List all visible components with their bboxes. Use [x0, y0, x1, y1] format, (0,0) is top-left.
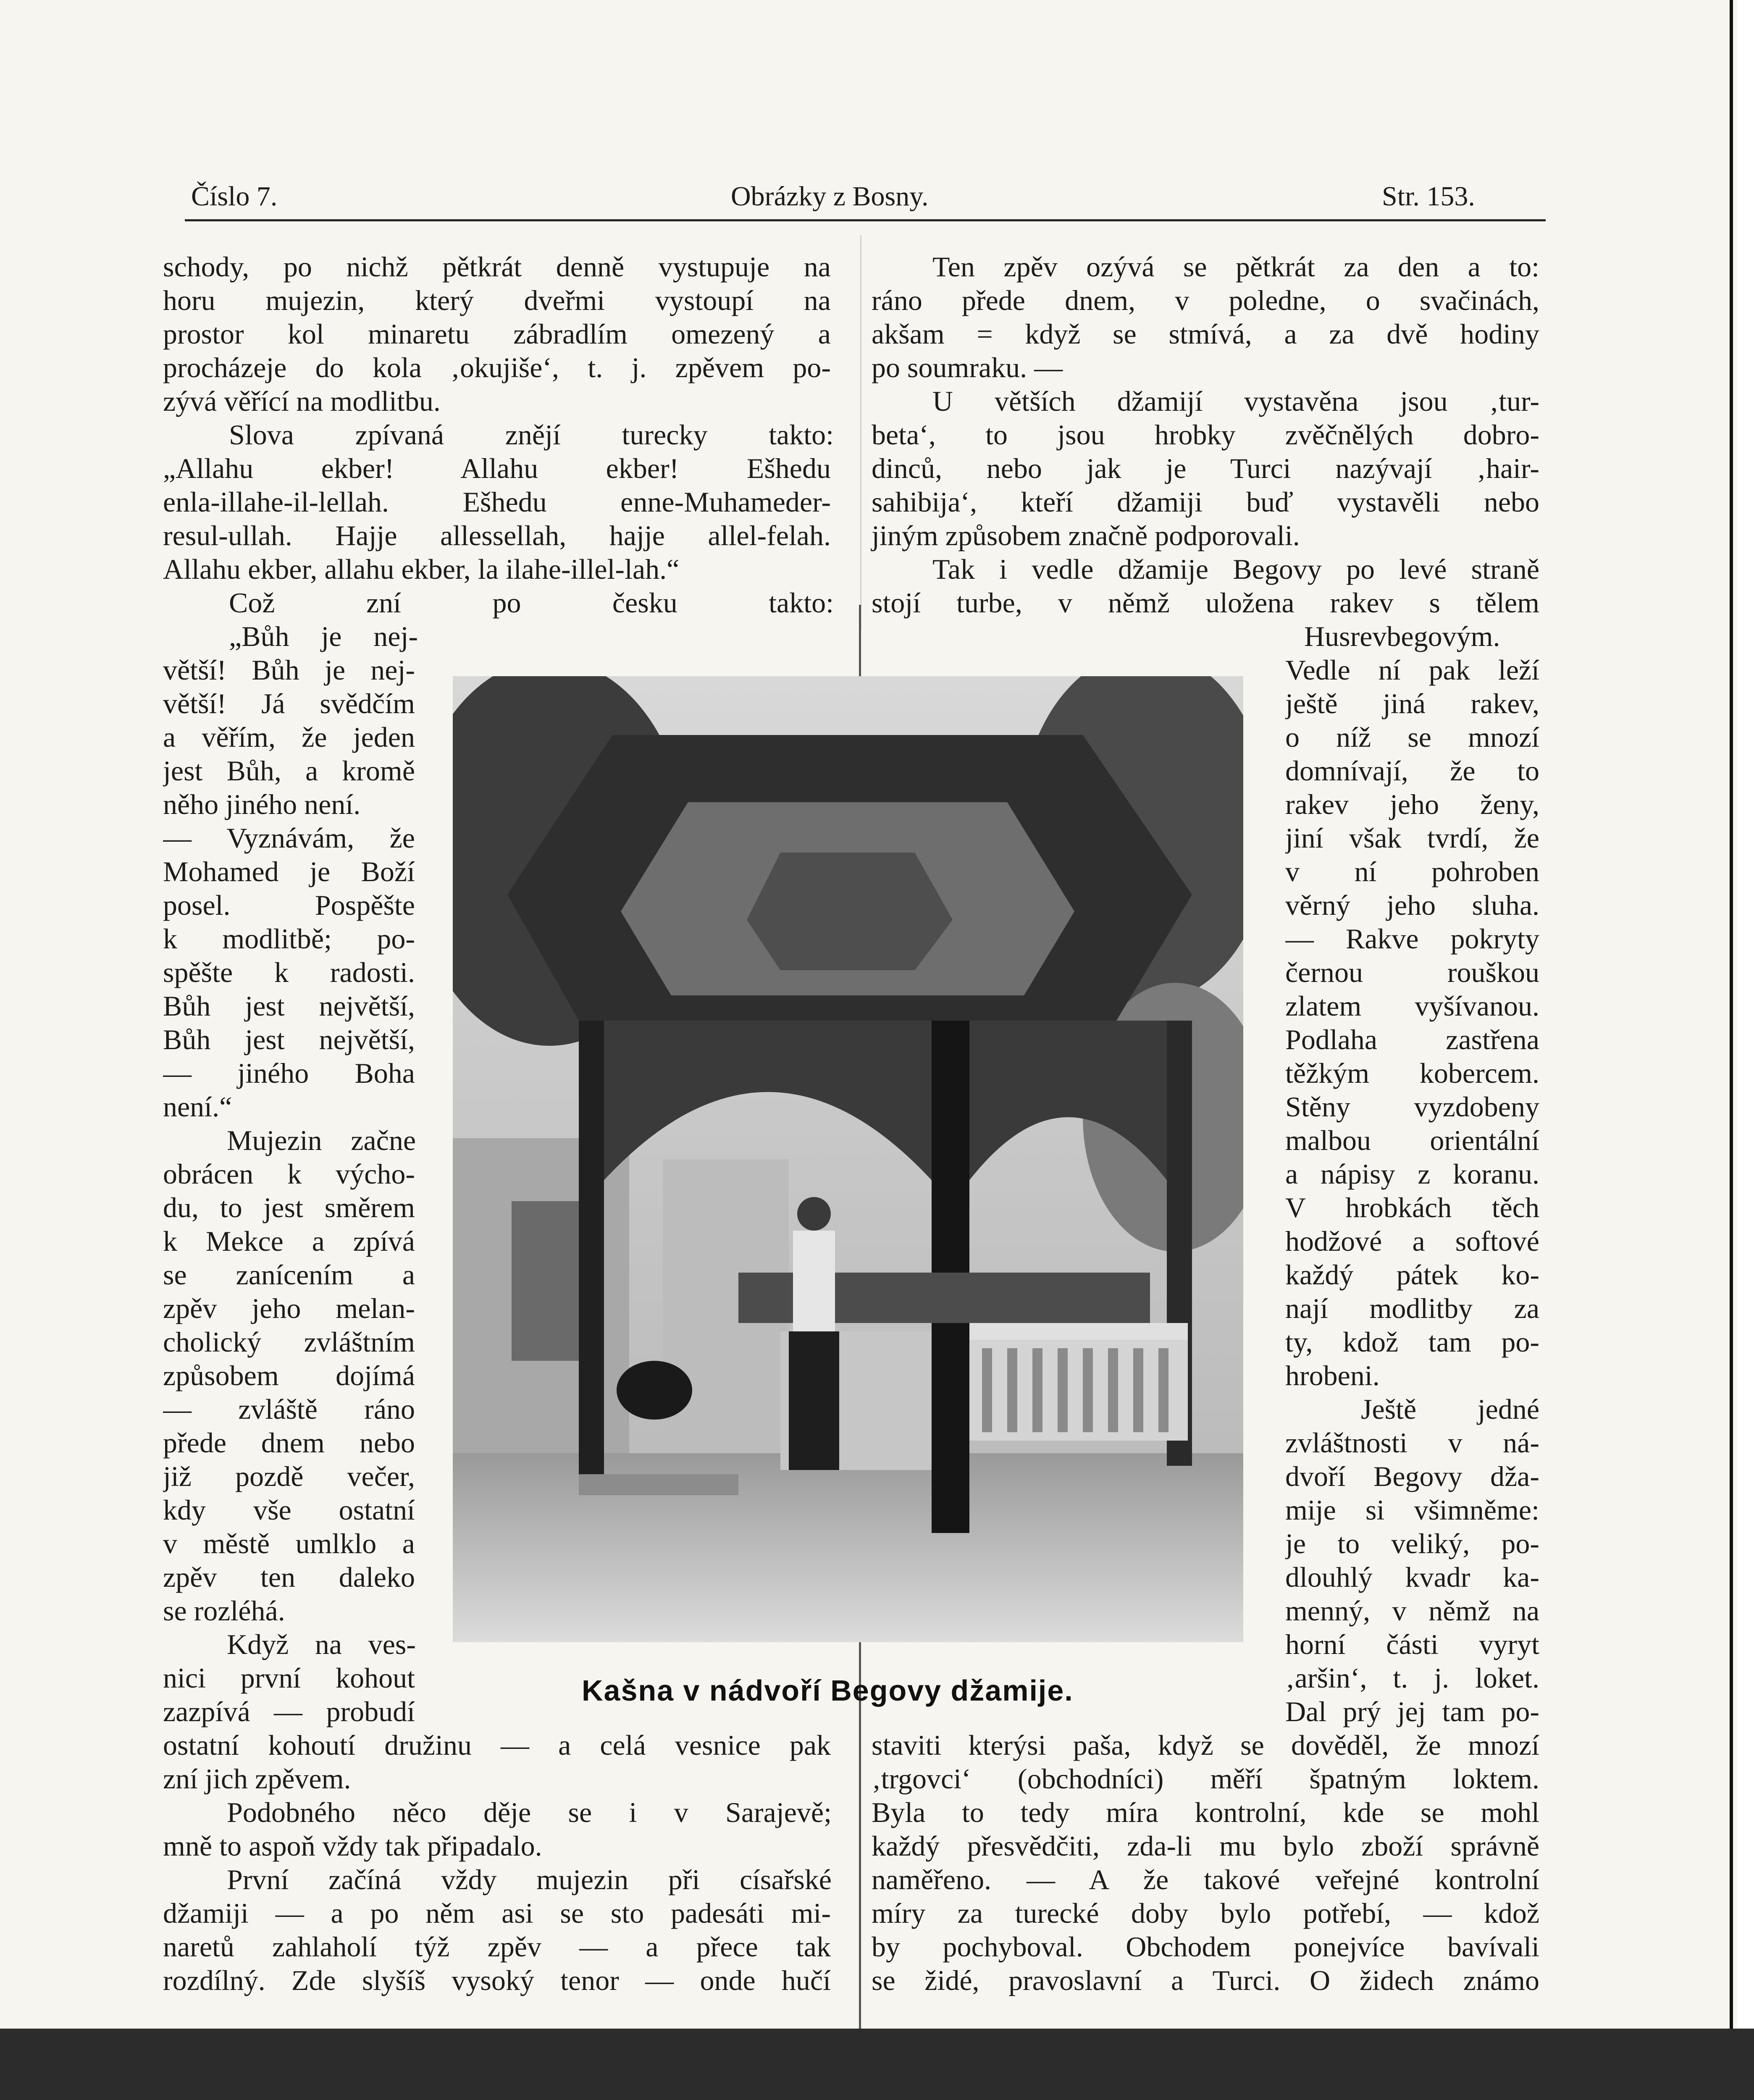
right-text-line: nají modlitby za: [1285, 1292, 1539, 1324]
left-text-line: Mujezin začne: [227, 1124, 416, 1156]
right-text-line: Ten zpěv ozývá se pětkrát za den a to:: [932, 251, 1539, 283]
left-text-line: procházeje do kola ‚okujiše‘, t. j. zpěvem po-: [163, 352, 831, 383]
right-text-line: jiným způsobem značně podporovali.: [872, 520, 1300, 551]
left-text-line: posel. Pospěšte: [163, 889, 415, 921]
right-text-line: malbou orientální: [1285, 1124, 1539, 1156]
right-text-line: černou rouškou: [1285, 956, 1539, 988]
left-text-line: schody, po nichž pětkrát denně vystupuje na: [163, 251, 831, 283]
right-text-line: hodžové a softové: [1285, 1225, 1539, 1257]
right-text-line: U větších džamijí vystavěna jsou ‚tur-: [932, 385, 1539, 417]
right-text-line: ještě jiná rakev,: [1285, 688, 1539, 719]
left-text-line: přede dnem nebo: [163, 1427, 415, 1459]
left-text-line: spěšte k radosti.: [163, 956, 415, 988]
right-text-line: po soumraku. —: [872, 352, 1063, 383]
left-text-line: — zvláště ráno: [163, 1393, 415, 1425]
right-text-line: Vedle ní pak leží: [1285, 654, 1539, 686]
left-text-line: zpěv ten daleko: [163, 1561, 415, 1593]
header-running-title: Obrázky z Bosny.: [731, 181, 929, 212]
left-text-line: Podobného něco děje se i v Sarajevě;: [227, 1796, 832, 1828]
right-text-line: menný, v němž na: [1285, 1595, 1539, 1627]
right-text-line: Podlaha zastřena: [1285, 1024, 1539, 1055]
header-issue-number: Číslo 7.: [191, 181, 278, 212]
left-text-line: větší! Já svědčím: [163, 688, 415, 719]
right-text-line: sahibija‘, kteří džamiji buď vystavěli nebo: [872, 486, 1539, 518]
right-text-line: stojí turbe, v němž uložena rakev s tělem: [872, 587, 1539, 619]
right-text-line: o níž se mnozí: [1285, 721, 1539, 753]
right-text-line: zvláštnosti v ná-: [1285, 1427, 1539, 1459]
column-divider-top: [860, 235, 861, 630]
right-text-line: — Rakve pokryty: [1285, 923, 1539, 955]
fountain-pavilion-illustration: [453, 676, 1243, 1642]
scan-background: [0, 2029, 1754, 2100]
left-text-line: větší! Bůh je nej-: [163, 654, 415, 686]
left-text-line: Mohamed je Boží: [163, 856, 415, 887]
right-text-line: Stěny vyzdobeny: [1285, 1091, 1539, 1123]
left-text-line: zpěv jeho melan-: [163, 1292, 415, 1324]
left-text-line: zní jich zpěvem.: [163, 1763, 351, 1795]
left-text-line: Bůh jest největší,: [163, 1024, 415, 1055]
right-text-line: se židé, pravoslavní a Turci. O židech známo: [872, 1964, 1539, 1996]
right-text-line: Ještě jedné: [1361, 1393, 1539, 1425]
right-text-line: mije si všimněme:: [1285, 1494, 1539, 1526]
left-text-line: něho jiného není.: [163, 788, 361, 820]
left-text-line: v městě umlklo a: [163, 1528, 415, 1559]
left-text-line: zazpívá — probudí: [163, 1696, 415, 1727]
left-text-line: rozdílný. Zde slyšíš vysoký tenor — onde hučí: [163, 1964, 831, 1996]
right-text-line: ‚aršin‘, t. j. loket.: [1285, 1662, 1539, 1694]
left-text-line: Což zní po česku takto:: [229, 587, 834, 619]
right-text-line: hrobeni.: [1285, 1360, 1380, 1391]
left-text-line: k Mekce a zpívá: [163, 1225, 415, 1257]
right-text-line: by pochyboval. Obchodem ponejvíce bavívali: [872, 1931, 1539, 1963]
right-text-line: je to veliký, po-: [1285, 1528, 1539, 1559]
left-text-line: a věřím, že jeden: [163, 721, 415, 753]
left-text-line: způsobem dojímá: [163, 1360, 415, 1391]
right-text-line: a nápisy z koranu.: [1285, 1158, 1539, 1190]
right-text-line: rakev jeho ženy,: [1285, 788, 1539, 820]
left-text-line: k modlitbě; po-: [163, 923, 415, 955]
left-text-line: Allahu ekber, allahu ekber, la ilahe-illel-lah.“: [163, 553, 680, 585]
left-text-line: kdy vše ostatní: [163, 1494, 415, 1526]
left-text-line: První začíná vždy mujezin při císařské: [227, 1864, 832, 1895]
left-text-line: horu mujezin, který dveřmi vystoupí na: [163, 284, 831, 316]
right-text-line: V hrobkách těch: [1285, 1192, 1539, 1223]
left-text-line: prostor kol minaretu zábradlím omezený a: [163, 318, 831, 350]
right-text-line: ráno přede dnem, v poledne, o svačinách,: [872, 284, 1539, 316]
right-text-line: naměřeno. — A že takové veřejné kontrolní: [872, 1864, 1539, 1895]
right-text-line: těžkým kobercem.: [1285, 1057, 1539, 1089]
right-text-line: akšam = když se stmívá, a za dvě hodiny: [872, 318, 1539, 350]
page-edge-rule: [1730, 0, 1733, 2029]
fountain-photograph: [453, 676, 1243, 1642]
left-text-line: — jiného Boha: [163, 1057, 415, 1089]
right-text-line: beta‘, to jsou hrobky zvěčnělých dobro-: [872, 419, 1539, 451]
left-text-line: džamiji — a po něm asi se sto padesáti mi-: [163, 1897, 831, 1929]
right-text-line: Dal prý jej tam po-: [1285, 1696, 1539, 1727]
right-text-line: zlatem vyšívanou.: [1285, 990, 1539, 1022]
right-text-line: ‚trgovci‘ (obchodníci) měří špatným loktem.: [872, 1763, 1539, 1795]
left-text-line: se zanícením a: [163, 1259, 415, 1291]
left-text-line: není.“: [163, 1091, 232, 1123]
right-text-line: Tak i vedle džamije Begovy po levé straně: [932, 553, 1539, 585]
header-page-number: Str. 153.: [1382, 181, 1475, 212]
right-text-line: dlouhlý kvadr ka-: [1285, 1561, 1539, 1593]
left-text-line: jest Bůh, a kromě: [163, 755, 415, 787]
right-text-line: Husrevbegovým.: [1304, 620, 1500, 652]
left-text-line: již pozdě večer,: [163, 1460, 415, 1492]
left-text-line: „Allahu ekber! Allahu ekber! Ešhedu: [163, 452, 831, 484]
left-text-line: du, to jest směrem: [163, 1192, 415, 1223]
right-text-line: každý pátek ko-: [1285, 1259, 1539, 1291]
left-text-line: naretů zahlaholí týž zpěv — a přece tak: [163, 1931, 831, 1963]
left-text-line: — Vyznávám, že: [163, 822, 415, 854]
left-text-line: se rozléhá.: [163, 1595, 285, 1627]
header-rule: [185, 219, 1546, 221]
left-text-line: mně to aspoň vždy tak připadalo.: [163, 1830, 542, 1862]
right-text-line: míry za turecké doby bylo potřebí, — kdož: [872, 1897, 1539, 1929]
right-text-line: každý přesvědčiti, zda-li mu bylo zboží správně: [872, 1830, 1539, 1862]
left-text-line: ostatní kohoutí družinu — a celá vesnice pak: [163, 1729, 831, 1761]
right-text-line: horní části vyryt: [1285, 1628, 1539, 1660]
left-text-line: enla-illahe-il-lellah. Ešhedu enne-Muhameder-: [163, 486, 831, 518]
right-text-line: v ní pohroben: [1285, 856, 1539, 887]
left-text-line: cholický zvláštním: [163, 1326, 415, 1358]
right-text-line: ty, kdož tam po-: [1285, 1326, 1539, 1358]
right-text-line: Byla to tedy míra kontrolní, kde se mohl: [872, 1796, 1539, 1828]
left-text-line: Slova zpívaná znějí turecky takto:: [229, 419, 834, 451]
right-text-line: domnívají, že to: [1285, 755, 1539, 787]
left-text-line: obrácen k výcho-: [163, 1158, 415, 1190]
left-text-line: zývá věřící na modlitbu.: [163, 385, 441, 417]
left-text-line: „Bůh je nej-: [229, 620, 418, 652]
right-text-line: věrný jeho sluha.: [1285, 889, 1539, 921]
right-text-line: dvoří Begovy dža-: [1285, 1460, 1539, 1492]
left-text-line: resul-ullah. Hajje allessellah, hajje allel-felah.: [163, 520, 831, 551]
figure-caption: Kašna v nádvoří Begovy džamije.: [582, 1674, 1074, 1707]
right-text-line: dinců, nebo jak je Turci nazývají ‚hair-: [872, 452, 1539, 484]
right-text-line: staviti kterýsi paša, když se dověděl, že mnozí: [872, 1729, 1539, 1761]
left-text-line: Když na ves-: [227, 1628, 416, 1660]
left-text-line: nici první kohout: [163, 1662, 415, 1694]
right-text-line: jiní však tvrdí, že: [1285, 822, 1539, 854]
left-text-line: Bůh jest největší,: [163, 990, 415, 1022]
